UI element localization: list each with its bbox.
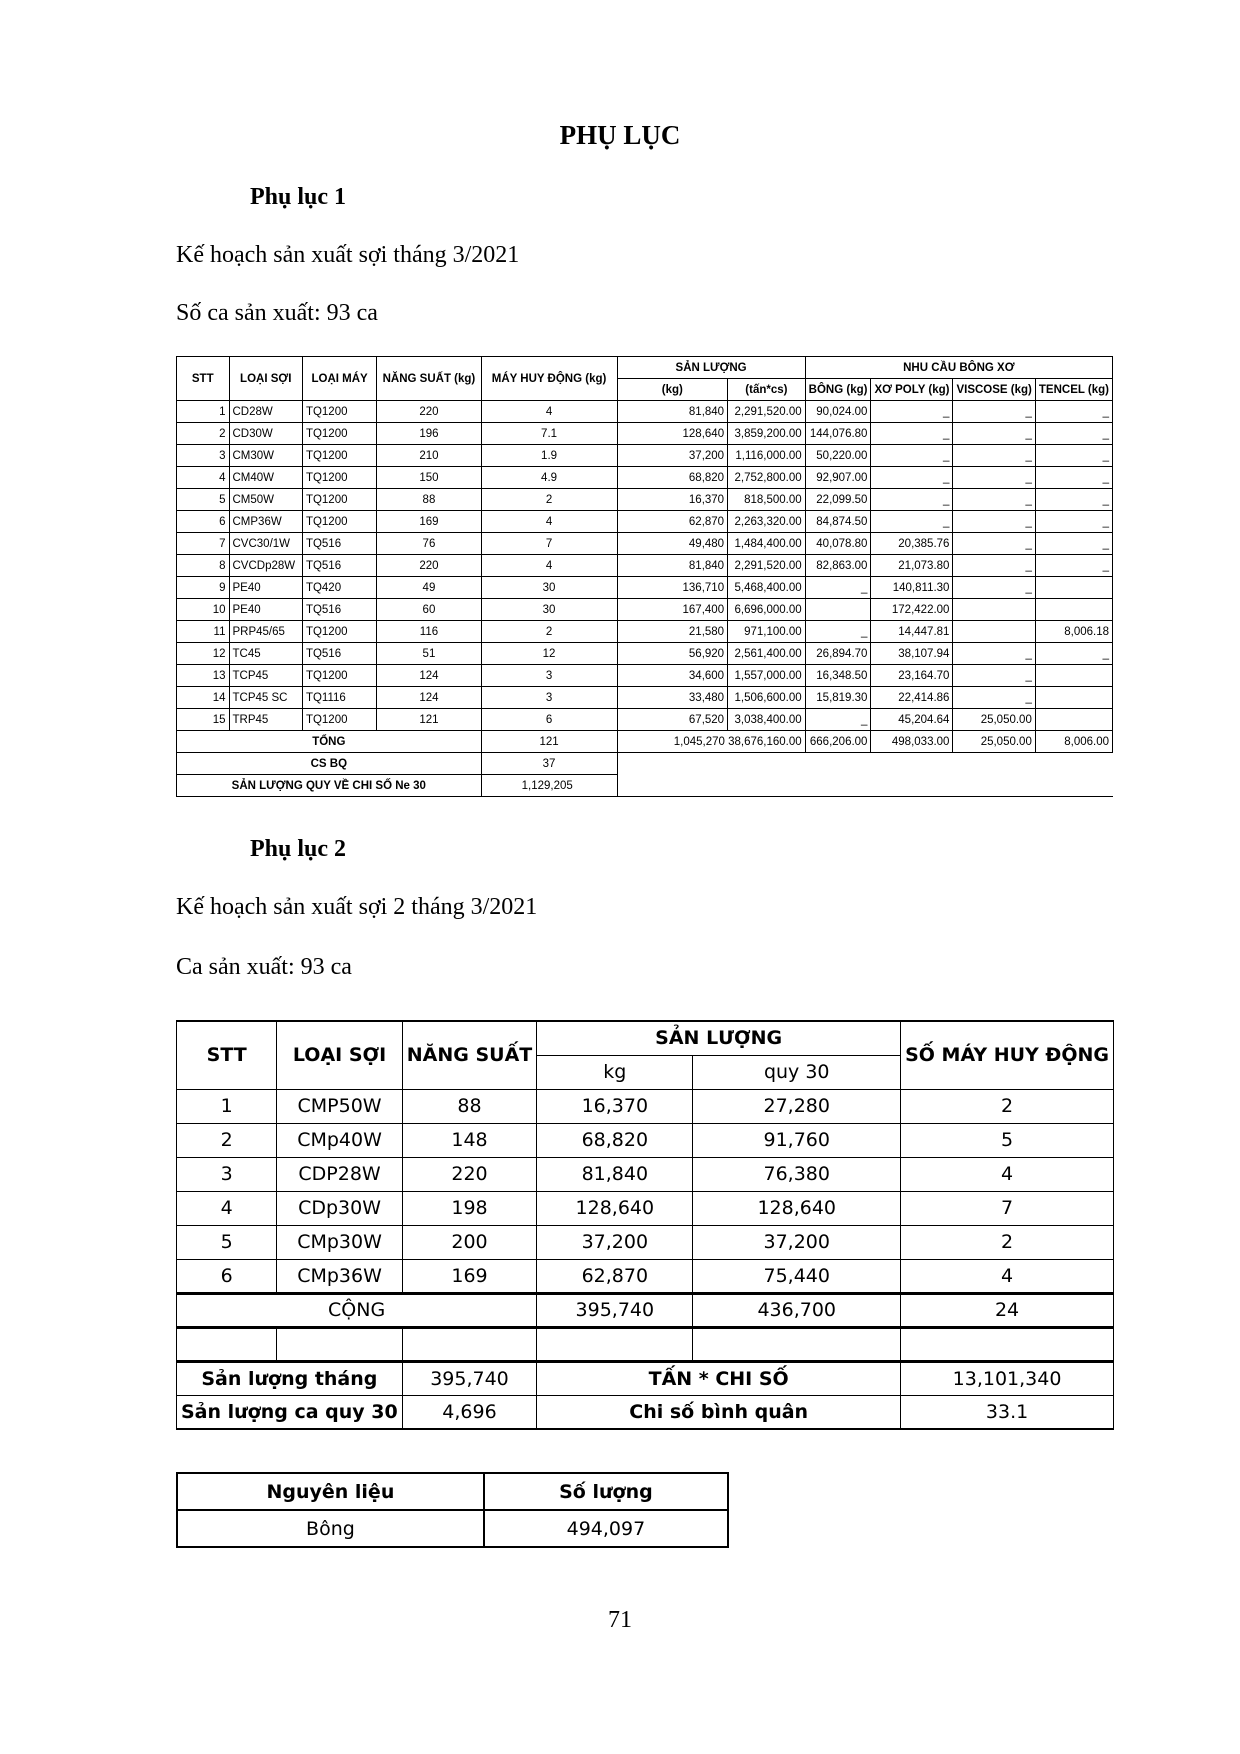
table-cell: 56,920 — [617, 643, 728, 665]
table-cell: 196 — [377, 423, 481, 445]
table-cell: 1 — [177, 1089, 277, 1123]
table-cell: PE40 — [229, 599, 302, 621]
csbq-value: 37 — [481, 753, 617, 775]
table-cell: 2 — [481, 489, 617, 511]
table-cell: 20,385.76 — [871, 533, 953, 555]
table-cell — [1035, 709, 1112, 731]
table-cell: _ — [871, 423, 953, 445]
materials-name: Bông — [177, 1510, 484, 1547]
table-row — [177, 533, 1113, 555]
table-cell: 1,116,000.00 — [728, 445, 806, 467]
table-cell: 2 — [901, 1225, 1114, 1259]
table-cell: 62,870 — [617, 511, 728, 533]
table-cell: 11 — [177, 621, 230, 643]
table-row — [177, 1157, 1114, 1191]
table-cell: 37,200 — [537, 1225, 693, 1259]
appendix-2-line-2: Ca sản xuất: 93 ca — [176, 954, 352, 980]
table-cell: 81,840 — [617, 401, 728, 423]
table-cell: 220 — [377, 401, 481, 423]
tan-chi-so-label: TẤN * CHI SỐ — [537, 1361, 901, 1395]
table-cell: 91,760 — [693, 1123, 901, 1157]
table-cell: 15,819.30 — [805, 687, 871, 709]
table-cell: TQ1116 — [302, 687, 376, 709]
table-row — [177, 665, 1113, 687]
table-cell: 4 — [901, 1259, 1114, 1293]
table-cell: 1.9 — [481, 445, 617, 467]
table-cell: CM30W — [229, 445, 302, 467]
total-tan-cs: 38,676,160.00 — [728, 735, 802, 748]
t2-col-stt: STT — [177, 1021, 277, 1089]
table-cell: _ — [871, 511, 953, 533]
table-cell: 62,870 — [537, 1259, 693, 1293]
table-row — [177, 687, 1113, 709]
table-cell: _ — [1035, 643, 1112, 665]
col-kg: (kg) — [617, 379, 728, 401]
table-cell: 14 — [177, 687, 230, 709]
table-cell: 2,263,320.00 — [728, 511, 806, 533]
materials-qty: 494,097 — [484, 1510, 728, 1547]
table-cell: 49 — [377, 577, 481, 599]
table-cell: 6 — [177, 511, 230, 533]
table-cell: 1 — [177, 401, 230, 423]
table-cell: 15 — [177, 709, 230, 731]
table-cell: 45,204.64 — [871, 709, 953, 731]
table-cell: TC45 — [229, 643, 302, 665]
table-cell: CD28W — [229, 401, 302, 423]
total-viscose: 25,050.00 — [953, 731, 1035, 753]
table-cell: _ — [871, 401, 953, 423]
table-cell: TQ420 — [302, 577, 376, 599]
table-cell: PE40 — [229, 577, 302, 599]
total-kg-tan — [617, 731, 805, 753]
table-cell: 198 — [402, 1191, 537, 1225]
table-cell: _ — [1035, 555, 1112, 577]
table-cell: _ — [953, 489, 1035, 511]
col-tan-cs: (tấn*cs) — [728, 379, 806, 401]
table-cell: 2,291,520.00 — [728, 401, 806, 423]
table-cell: TQ1200 — [302, 423, 376, 445]
table-cell: 7 — [481, 533, 617, 555]
table-cell: 3,038,400.00 — [728, 709, 806, 731]
table-cell: 169 — [402, 1259, 537, 1293]
table-cell: _ — [805, 621, 871, 643]
table-cell: 1,484,400.00 — [728, 533, 806, 555]
table-cell — [953, 621, 1035, 643]
t2-total-label: CỘNG — [177, 1293, 537, 1327]
table-cell: CM50W — [229, 489, 302, 511]
table-cell: _ — [953, 577, 1035, 599]
col-tencel: TENCEL (kg) — [1035, 379, 1112, 401]
appendix-1-line-1: Kế hoạch sản xuất sợi tháng 3/2021 — [176, 242, 520, 268]
table-cell: 2 — [901, 1089, 1114, 1123]
table-cell: _ — [1035, 489, 1112, 511]
table-row — [177, 489, 1113, 511]
table-cell: 2,561,400.00 — [728, 643, 806, 665]
table-cell: _ — [953, 665, 1035, 687]
table-cell — [1035, 665, 1112, 687]
table-cell: 200 — [402, 1225, 537, 1259]
table-cell: 2,291,520.00 — [728, 555, 806, 577]
table-cell: 88 — [402, 1089, 537, 1123]
table-row — [177, 445, 1113, 467]
table-cell: _ — [1035, 401, 1112, 423]
materials-table — [176, 1472, 729, 1548]
table-cell: _ — [953, 401, 1035, 423]
table-cell: _ — [871, 467, 953, 489]
table-cell: CVCDp28W — [229, 555, 302, 577]
table-cell: 5,468,400.00 — [728, 577, 806, 599]
table-cell: 68,820 — [617, 467, 728, 489]
table-cell: 3 — [177, 1157, 277, 1191]
appendix-2-table — [176, 1020, 1114, 1430]
table-cell: CMp30W — [277, 1225, 402, 1259]
table-cell: 37,200 — [693, 1225, 901, 1259]
table-cell: _ — [953, 533, 1035, 555]
table-cell: 4 — [177, 467, 230, 489]
table-cell: 34,600 — [617, 665, 728, 687]
table-cell: TQ1200 — [302, 665, 376, 687]
table-cell: 16,348.50 — [805, 665, 871, 687]
appendix-2-line-1: Kế hoạch sản xuất sợi 2 tháng 3/2021 — [176, 894, 538, 920]
table-cell: 26,894.70 — [805, 643, 871, 665]
table-cell: 9 — [177, 577, 230, 599]
table-cell: 7 — [901, 1191, 1114, 1225]
quy-ve-label: SẢN LƯỢNG QUY VỀ CHI SỐ Ne 30 — [177, 775, 482, 797]
col-loai-soi: LOẠI SỢI — [229, 357, 302, 401]
table-cell: 22,414.86 — [871, 687, 953, 709]
table-cell: 4 — [481, 401, 617, 423]
table-cell: CDP28W — [277, 1157, 402, 1191]
table-cell: CDp30W — [277, 1191, 402, 1225]
table-cell: 7.1 — [481, 423, 617, 445]
chi-so-bq-label: Chi số bình quân — [537, 1395, 901, 1429]
t2-total-kg: 395,740 — [537, 1293, 693, 1327]
table-cell: _ — [953, 555, 1035, 577]
col-stt: STT — [177, 357, 230, 401]
table-cell: 167,400 — [617, 599, 728, 621]
table-cell: 23,164.70 — [871, 665, 953, 687]
sl-thang-label: Sản lượng tháng — [177, 1361, 403, 1395]
table-cell: CMP36W — [229, 511, 302, 533]
table-cell — [1035, 577, 1112, 599]
table-cell: 971,100.00 — [728, 621, 806, 643]
table-cell: 90,024.00 — [805, 401, 871, 423]
table-cell: 21,073.80 — [871, 555, 953, 577]
table-cell: TQ1200 — [302, 467, 376, 489]
table-cell: 4 — [481, 511, 617, 533]
t2-col-san-luong: SẢN LƯỢNG — [537, 1021, 901, 1055]
table-cell: TCP45 SC — [229, 687, 302, 709]
table-cell: CMp40W — [277, 1123, 402, 1157]
table-cell: 37,200 — [617, 445, 728, 467]
table-row — [177, 1123, 1114, 1157]
table-cell: 38,107.94 — [871, 643, 953, 665]
table-cell: TQ1200 — [302, 709, 376, 731]
table-cell: _ — [805, 577, 871, 599]
total-tencel: 8,006.00 — [1035, 731, 1112, 753]
total-xo-poly: 498,033.00 — [871, 731, 953, 753]
table-cell: 60 — [377, 599, 481, 621]
table-cell: 6,696,000.00 — [728, 599, 806, 621]
table-cell: 1,557,000.00 — [728, 665, 806, 687]
table-cell: PRP45/65 — [229, 621, 302, 643]
table-cell: 150 — [377, 467, 481, 489]
table-cell: _ — [1035, 533, 1112, 555]
table-cell: 16,370 — [537, 1089, 693, 1123]
table-row — [177, 577, 1113, 599]
table-row — [177, 555, 1113, 577]
table-cell: 124 — [377, 687, 481, 709]
table-cell: TQ516 — [302, 533, 376, 555]
quy-ve-value: 1,129,205 — [481, 775, 617, 797]
table-cell: 220 — [402, 1157, 537, 1191]
table-cell: 3 — [481, 665, 617, 687]
table-cell: TQ1200 — [302, 489, 376, 511]
table-cell: TCP45 — [229, 665, 302, 687]
table-cell: 4 — [177, 1191, 277, 1225]
table-cell: 40,078.80 — [805, 533, 871, 555]
table-cell: 27,280 — [693, 1089, 901, 1123]
table-cell: 169 — [377, 511, 481, 533]
total-label: TỔNG — [177, 731, 482, 753]
table-cell: TQ1200 — [302, 401, 376, 423]
col-may-huy-dong: MÁY HUY ĐỘNG (kg) — [481, 357, 617, 401]
table-cell: 172,422.00 — [871, 599, 953, 621]
table-cell: CM40W — [229, 467, 302, 489]
table-row — [177, 1225, 1114, 1259]
sl-ca-label: Sản lượng ca quy 30 — [177, 1395, 403, 1429]
appendix-1-table — [176, 356, 1113, 797]
col-bong: BÔNG (kg) — [805, 379, 871, 401]
table-cell: 12 — [481, 643, 617, 665]
table-cell: 12 — [177, 643, 230, 665]
table-cell: 124 — [377, 665, 481, 687]
col-nang-suat: NĂNG SUẤT (kg) — [377, 357, 481, 401]
table-cell: _ — [871, 445, 953, 467]
table-cell: 5 — [177, 1225, 277, 1259]
table-row — [177, 599, 1113, 621]
table-cell: 68,820 — [537, 1123, 693, 1157]
table-cell: CVC30/1W — [229, 533, 302, 555]
table-cell — [1035, 687, 1112, 709]
t2-total-so-may: 24 — [901, 1293, 1114, 1327]
table-cell: 81,840 — [537, 1157, 693, 1191]
table-cell: 128,640 — [617, 423, 728, 445]
table-cell: 121 — [377, 709, 481, 731]
table-cell: _ — [1035, 445, 1112, 467]
table-cell: _ — [953, 687, 1035, 709]
table-cell: 144,076.80 — [805, 423, 871, 445]
table-cell — [805, 599, 871, 621]
t2-col-nang-suat: NĂNG SUẤT — [402, 1021, 537, 1089]
table-cell: TRP45 — [229, 709, 302, 731]
col-xo-poly: XƠ POLY (kg) — [871, 379, 953, 401]
table-cell: _ — [871, 489, 953, 511]
table-cell: 50,220.00 — [805, 445, 871, 467]
table-cell: 6 — [481, 709, 617, 731]
page-number: 71 — [608, 1607, 632, 1633]
table-cell: _ — [953, 511, 1035, 533]
col-loai-may: LOẠI MÁY — [302, 357, 376, 401]
table-cell: 21,580 — [617, 621, 728, 643]
table-cell: CD30W — [229, 423, 302, 445]
appendix-2-heading: Phụ lục 2 — [250, 836, 347, 862]
table-row — [177, 511, 1113, 533]
table-cell: 4.9 — [481, 467, 617, 489]
t2-col-so-may: SỐ MÁY HUY ĐỘNG — [901, 1021, 1114, 1089]
table-cell: CMP50W — [277, 1089, 402, 1123]
table-cell: _ — [805, 709, 871, 731]
col-nhu-cau: NHU CẦU BÔNG XƠ — [805, 357, 1112, 379]
table-cell: 2 — [177, 423, 230, 445]
total-may: 121 — [481, 731, 617, 753]
tan-chi-so-value: 13,101,340 — [901, 1361, 1114, 1395]
table-cell: 88 — [377, 489, 481, 511]
table-cell: 4 — [481, 555, 617, 577]
table-cell: 7 — [177, 533, 230, 555]
table-cell: 128,640 — [693, 1191, 901, 1225]
table-row — [177, 621, 1113, 643]
table-cell: 1,506,600.00 — [728, 687, 806, 709]
col-san-luong: SẢN LƯỢNG — [617, 357, 805, 379]
table-cell: 33,480 — [617, 687, 728, 709]
sl-ca-value: 4,696 — [402, 1395, 537, 1429]
table-cell: 210 — [377, 445, 481, 467]
table-cell: 16,370 — [617, 489, 728, 511]
materials-col-qty: Số lượng — [484, 1473, 728, 1510]
page-title: PHỤ LỤC — [559, 120, 681, 150]
table-cell: _ — [953, 467, 1035, 489]
total-bong: 666,206.00 — [805, 731, 871, 753]
col-viscose: VISCOSE (kg) — [953, 379, 1035, 401]
chi-so-bq-value: 33.1 — [901, 1395, 1114, 1429]
table-cell: 2 — [177, 1123, 277, 1157]
table-row — [177, 1089, 1114, 1123]
table-cell: 148 — [402, 1123, 537, 1157]
table-cell: _ — [953, 423, 1035, 445]
table-cell: 128,640 — [537, 1191, 693, 1225]
appendix-1-line-2: Số ca sản xuất: 93 ca — [176, 300, 378, 326]
table-cell: 3 — [177, 445, 230, 467]
table-row — [177, 467, 1113, 489]
table-row — [177, 401, 1113, 423]
table-cell: 136,710 — [617, 577, 728, 599]
table-cell: TQ516 — [302, 599, 376, 621]
table-cell: 22,099.50 — [805, 489, 871, 511]
t2-col-loai-soi: LOẠI SỢI — [277, 1021, 402, 1089]
table-cell: 140,811.30 — [871, 577, 953, 599]
table-cell: CMp36W — [277, 1259, 402, 1293]
table-cell: 49,480 — [617, 533, 728, 555]
table-cell: 4 — [901, 1157, 1114, 1191]
table-cell: 220 — [377, 555, 481, 577]
appendix-1-heading: Phụ lục 1 — [250, 184, 347, 210]
table-cell: _ — [953, 643, 1035, 665]
table-cell: _ — [1035, 423, 1112, 445]
materials-col-name: Nguyên liệu — [177, 1473, 484, 1510]
table-cell: 3,859,200.00 — [728, 423, 806, 445]
table-cell: 30 — [481, 577, 617, 599]
csbq-label: CS BQ — [177, 753, 482, 775]
table-row — [177, 423, 1113, 445]
table-cell: 116 — [377, 621, 481, 643]
table-row — [177, 1191, 1114, 1225]
table-cell: 25,050.00 — [953, 709, 1035, 731]
t2-col-quy30: quy 30 — [693, 1055, 901, 1089]
table-cell: _ — [1035, 511, 1112, 533]
table-cell: TQ1200 — [302, 445, 376, 467]
table-cell: 2 — [481, 621, 617, 643]
table-cell — [953, 599, 1035, 621]
table-cell: 92,907.00 — [805, 467, 871, 489]
table-cell: 6 — [177, 1259, 277, 1293]
table-cell: TQ1200 — [302, 621, 376, 643]
total-kg: 1,045,270 — [673, 735, 725, 748]
table-cell: 84,874.50 — [805, 511, 871, 533]
table-row — [177, 709, 1113, 731]
table-row — [177, 643, 1113, 665]
table-cell: 76 — [377, 533, 481, 555]
table-cell: 76,380 — [693, 1157, 901, 1191]
t2-col-kg: kg — [537, 1055, 693, 1089]
table-cell: 51 — [377, 643, 481, 665]
table-cell: 5 — [901, 1123, 1114, 1157]
table-row — [177, 1259, 1114, 1293]
table-cell: 14,447.81 — [871, 621, 953, 643]
table-cell: 13 — [177, 665, 230, 687]
t2-total-quy30: 436,700 — [693, 1293, 901, 1327]
table-cell: 67,520 — [617, 709, 728, 731]
table-cell: 5 — [177, 489, 230, 511]
table-cell: TQ516 — [302, 555, 376, 577]
table-cell: 81,840 — [617, 555, 728, 577]
table-cell: 8,006.18 — [1035, 621, 1112, 643]
table-cell — [1035, 599, 1112, 621]
table-cell: TQ516 — [302, 643, 376, 665]
sl-thang-value: 395,740 — [402, 1361, 537, 1395]
table-cell: TQ1200 — [302, 511, 376, 533]
table-cell: 75,440 — [693, 1259, 901, 1293]
table-cell: 30 — [481, 599, 617, 621]
table-cell: _ — [1035, 467, 1112, 489]
table-cell: 8 — [177, 555, 230, 577]
table-cell: 10 — [177, 599, 230, 621]
table-cell: 3 — [481, 687, 617, 709]
table-cell: _ — [953, 445, 1035, 467]
table-cell: 2,752,800.00 — [728, 467, 806, 489]
table-cell: 818,500.00 — [728, 489, 806, 511]
table-cell: 82,863.00 — [805, 555, 871, 577]
